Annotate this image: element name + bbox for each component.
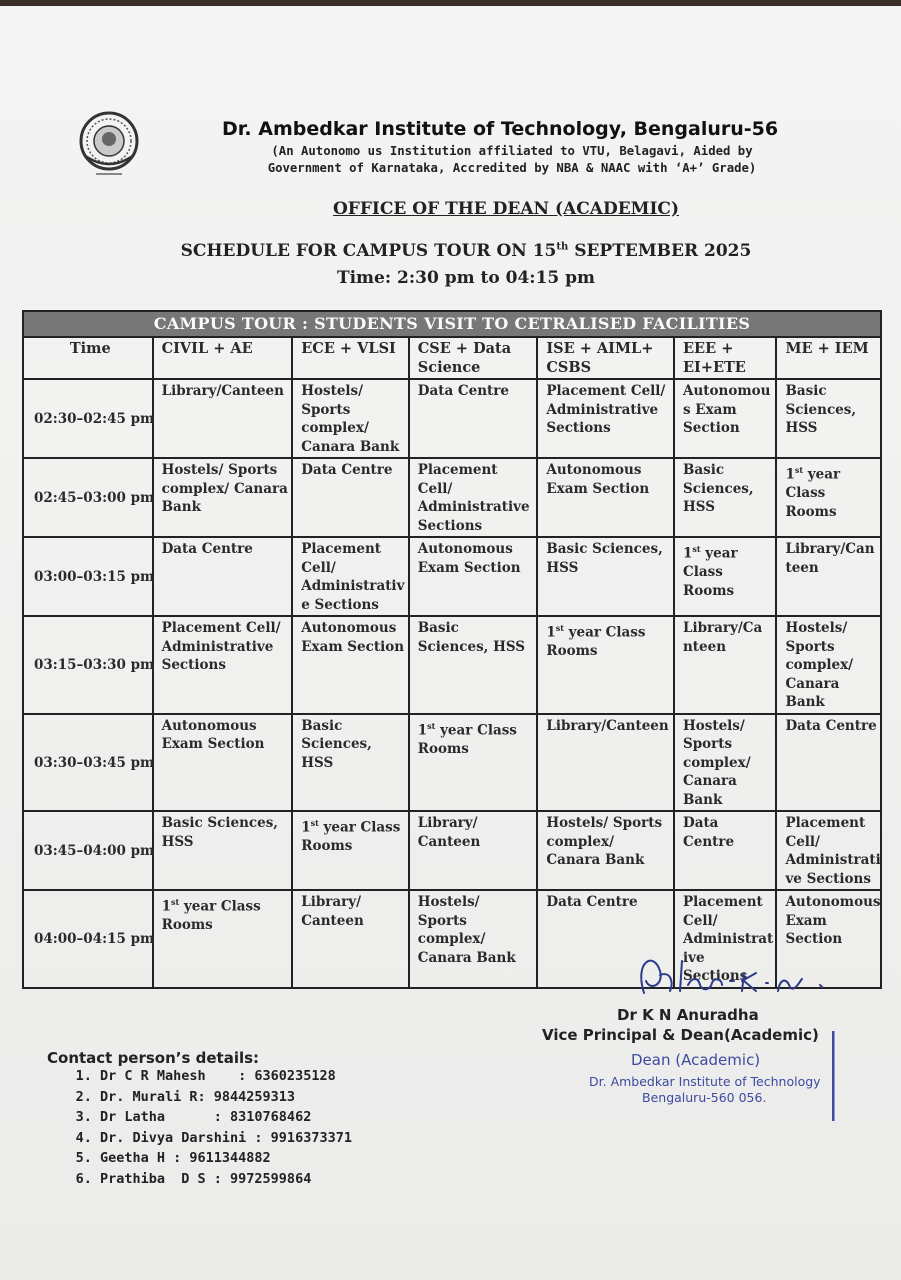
schedule-cell: Hostels/ Sports complex/ Canara Bank: [409, 890, 538, 988]
time-slot-cell: 03:45–04:00 pm: [23, 811, 153, 890]
column-header: ME + IEM: [776, 337, 881, 379]
signer-role: Vice Principal & Dean(Academic): [542, 1026, 819, 1044]
schedule-cell: Autonomous Exam Section: [409, 537, 538, 616]
time-slot-cell: 04:00–04:15 pm: [23, 890, 153, 988]
table-row: [23, 537, 881, 616]
schedule-cell: Autonomous Exam Section: [292, 616, 409, 714]
column-header: CIVIL + AE: [153, 337, 293, 379]
schedule-cell: 1st year Class Rooms: [153, 890, 293, 988]
schedule-cell: Hostels/ Sports complex/ Canara Bank: [674, 714, 776, 812]
schedule-cell: Autonomous Exam Section: [537, 458, 674, 537]
schedule-cell: Autonomous Exam Section: [776, 890, 881, 988]
stamp-line-3: Bengaluru-560 056.: [642, 1090, 767, 1105]
institute-name: Dr. Ambedkar Institute of Technology, Bengaluru-56: [222, 118, 779, 140]
schedule-cell: 1st year Class Rooms: [674, 537, 776, 616]
contacts-heading: Contact person’s details:: [47, 1049, 260, 1067]
table-row: [23, 616, 881, 714]
schedule-cell: Library/Canteen: [153, 379, 293, 458]
schedule-cell: Library/Can teen: [776, 537, 881, 616]
schedule-cell: Data Centre: [674, 811, 776, 890]
schedule-cell: Placement Cell/ Administrat ive Sections: [674, 890, 776, 988]
table-banner: CAMPUS TOUR : STUDENTS VISIT TO CETRALISED FACILITIES: [23, 311, 881, 337]
schedule-cell: Placement Cell/ Administrati ve Sections: [776, 811, 881, 890]
schedule-cell: Basic Sciences, HSS: [537, 537, 674, 616]
time-slot-cell: 02:30–02:45 pm: [23, 379, 153, 458]
contact-item: 3. Dr Latha : 8310768462: [100, 1107, 352, 1128]
schedule-cell: Data Centre: [537, 890, 674, 988]
table-row: [23, 458, 881, 537]
schedule-cell: Autonomou s Exam Section: [674, 379, 776, 458]
contact-item: 2. Dr. Murali R: 9844259313: [100, 1087, 352, 1108]
column-header: Time: [23, 337, 153, 379]
time-slot-cell: 03:00–03:15 pm: [23, 537, 153, 616]
table-row: [23, 714, 881, 812]
schedule-cell: Library/ Canteen: [292, 890, 409, 988]
column-header: CSE + Data Science: [409, 337, 538, 379]
schedule-cell: Basic Sciences, HSS: [153, 811, 293, 890]
contact-item: 4. Dr. Divya Darshini : 9916373371: [100, 1128, 352, 1149]
schedule-cell: 1st year Class Rooms: [292, 811, 409, 890]
schedule-cell: 1st year Class Rooms: [537, 616, 674, 714]
schedule-cell: Basic Sciences, HSS: [409, 616, 538, 714]
schedule-cell: Basic Sciences, HSS: [776, 379, 881, 458]
schedule-cell: Hostels/ Sports complex/ Canara Bank: [153, 458, 293, 537]
schedule-cell: Data Centre: [292, 458, 409, 537]
schedule-cell: Placement Cell/ Administrativ e Sections: [292, 537, 409, 616]
table-row: [23, 379, 881, 458]
schedule-cell: Basic Sciences, HSS: [674, 458, 776, 537]
schedule-cell: 1st year Class Rooms: [776, 458, 881, 537]
table-row: [23, 811, 881, 890]
schedule-cell: Hostels/ Sports complex/ Canara Bank: [537, 811, 674, 890]
stamp-line-2: Dr. Ambedkar Institute of Technology: [589, 1074, 821, 1089]
contact-item: 6. Prathiba D S : 9972599864: [100, 1169, 352, 1190]
institute-logo-icon: [74, 109, 144, 179]
stamp-border-mark: [832, 1031, 835, 1121]
schedule-heading: SCHEDULE FOR CAMPUS TOUR ON 15th SEPTEMBER 2025: [180, 241, 752, 261]
column-header: ISE + AIML+ CSBS: [537, 337, 674, 379]
schedule-cell: Autonomous Exam Section: [153, 714, 293, 812]
schedule-cell: Basic Sciences, HSS: [292, 714, 409, 812]
time-slot-cell: 03:30–03:45 pm: [23, 714, 153, 812]
contacts-list: [50, 1066, 352, 1189]
schedule-cell: 1st year Class Rooms: [409, 714, 538, 812]
time-slot-cell: 03:15–03:30 pm: [23, 616, 153, 714]
time-slot-cell: 02:45–03:00 pm: [23, 458, 153, 537]
office-heading: OFFICE OF THE DEAN (ACADEMIC): [332, 199, 680, 219]
institute-subtitle: (An Autonomo us Institution affiliated to VTU, Belagavi, Aided by Government of Karnataka, Accredited by NBA & NAAC with ‘A+’ Grade): [267, 144, 757, 175]
schedule-cell: Hostels/ Sports complex/ Canara Bank: [776, 616, 881, 714]
schedule-cell: Placement Cell/ Administrative Sections: [153, 616, 293, 714]
signer-name: Dr K N Anuradha: [617, 1006, 759, 1024]
column-header: ECE + VLSI: [292, 337, 409, 379]
stamp-line-1: Dean (Academic): [631, 1051, 761, 1069]
signature-scribble: [630, 951, 840, 1001]
schedule-time: Time: 2:30 pm to 04:15 pm: [336, 268, 596, 288]
table-body: [23, 379, 881, 988]
campus-tour-table: [22, 310, 882, 989]
contact-item: 1. Dr C R Mahesh : 6360235128: [100, 1066, 352, 1087]
schedule-cell: Library/ Canteen: [409, 811, 538, 890]
schedule-cell: Library/Ca nteen: [674, 616, 776, 714]
column-header: EEE + EI+ETE: [674, 337, 776, 379]
schedule-cell: Placement Cell/ Administrative Sections: [409, 458, 538, 537]
schedule-cell: Data Centre: [409, 379, 538, 458]
table-header-row: [23, 337, 881, 379]
schedule-cell: Data Centre: [776, 714, 881, 812]
schedule-cell: Data Centre: [153, 537, 293, 616]
document-page: [0, 6, 901, 1280]
schedule-cell: Placement Cell/ Administrative Sections: [537, 379, 674, 458]
contact-item: 5. Geetha H : 9611344882: [100, 1148, 352, 1169]
schedule-cell: Library/Canteen: [537, 714, 674, 812]
schedule-cell: Hostels/ Sports complex/ Canara Bank: [292, 379, 409, 458]
